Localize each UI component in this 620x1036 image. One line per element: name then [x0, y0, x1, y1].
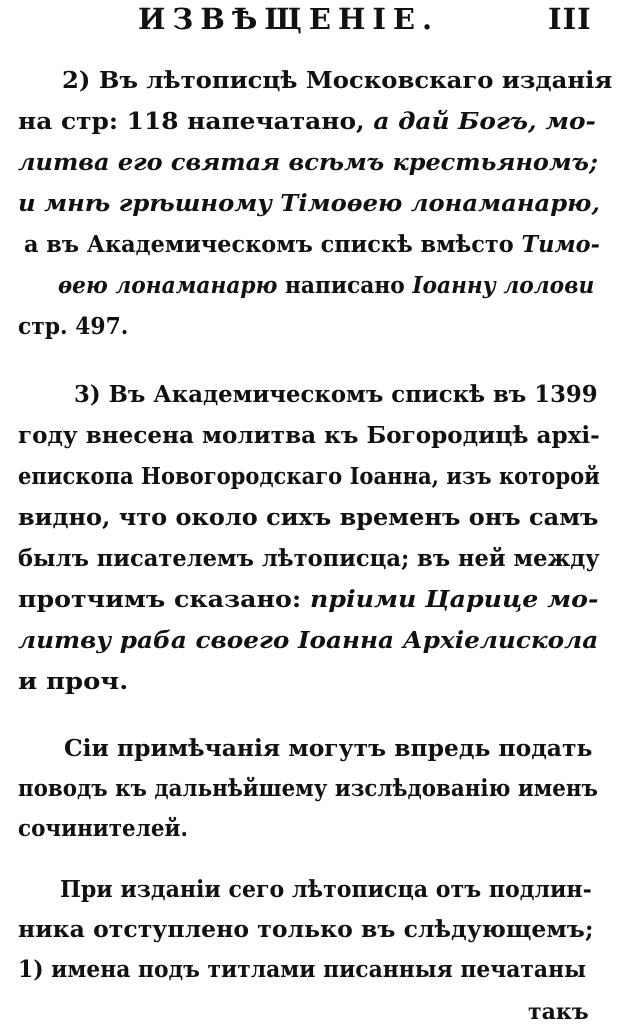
italic-text: литва его святая всѣмъ крестьяномъ; [18, 149, 598, 176]
text-line [18, 503, 598, 533]
italic-text: Тимо- [521, 231, 600, 258]
text-line [18, 814, 188, 844]
italic-text: а дай Богъ, мо- [373, 108, 596, 135]
text-line [18, 667, 128, 697]
text-line [18, 107, 596, 137]
page-title: ИЗВѢЩЕНІЕ. [138, 2, 440, 36]
text-segment: 2) Въ лѣтописцѣ Московскаго изданія [62, 67, 613, 94]
italic-text: и мнѣ грѣшному Тімоѳею лонаманарю, [18, 190, 600, 217]
text-line [74, 380, 598, 410]
text-segment: сочинителей. [18, 815, 188, 842]
text-line [58, 271, 594, 301]
text-segment: а въ Академическомъ спискѣ вмѣсто [24, 231, 522, 258]
text-line [24, 230, 600, 260]
text-line [18, 774, 598, 804]
text-segment: видно, что около сихъ временъ онъ самъ [18, 504, 599, 531]
text-line [60, 875, 592, 905]
text-segment: стр. 497. [18, 313, 129, 340]
text-segment: 1) имена подъ титлами писанныя печатаны [18, 956, 586, 983]
text-line [64, 734, 592, 764]
italic-text: Іоанну лолови [412, 272, 595, 299]
text-line [18, 915, 594, 945]
text-segment: году внесена молитва къ Богородицѣ архі- [18, 422, 600, 449]
text-line [62, 66, 612, 96]
catchword: такъ [528, 999, 589, 1025]
text-line [18, 585, 599, 615]
text-segment: написано [277, 272, 413, 299]
text-line [18, 312, 128, 342]
text-segment: При изданіи сего лѣтописца отъ подлин- [60, 876, 592, 903]
text-line [18, 148, 598, 178]
text-line [18, 462, 600, 492]
text-line [18, 544, 600, 574]
text-segment: епископа Новогородскаго Іоанна, изъ которой [18, 463, 600, 490]
page-number: III [548, 2, 592, 36]
text-segment: 3) Въ Академическомъ спискѣ въ 1399 [74, 381, 598, 408]
text-line [18, 955, 586, 985]
text-segment: на стр: 118 напечатано, [18, 108, 374, 135]
text-segment: протчимъ сказано: [18, 586, 310, 613]
italic-text: литву раба своего Іоанна Архіелискола [18, 627, 599, 654]
running-header [0, 0, 620, 40]
text-line [18, 189, 600, 219]
text-segment: и проч. [18, 668, 129, 695]
text-segment: Сіи примѣчанія могутъ впредь подать [64, 735, 593, 762]
text-segment: ника отступлено только въ слѣдующемъ; [18, 916, 594, 943]
text-segment: поводъ къ дальнѣйшему изслѣдованію именъ [18, 775, 598, 802]
text-line [18, 626, 598, 656]
text-segment: былъ писателемъ лѣтописца; въ ней между [18, 545, 600, 572]
text-line [18, 421, 600, 451]
italic-text: пріими Царице мо- [309, 586, 599, 613]
italic-text: ѳею лонаманарю [58, 272, 278, 299]
